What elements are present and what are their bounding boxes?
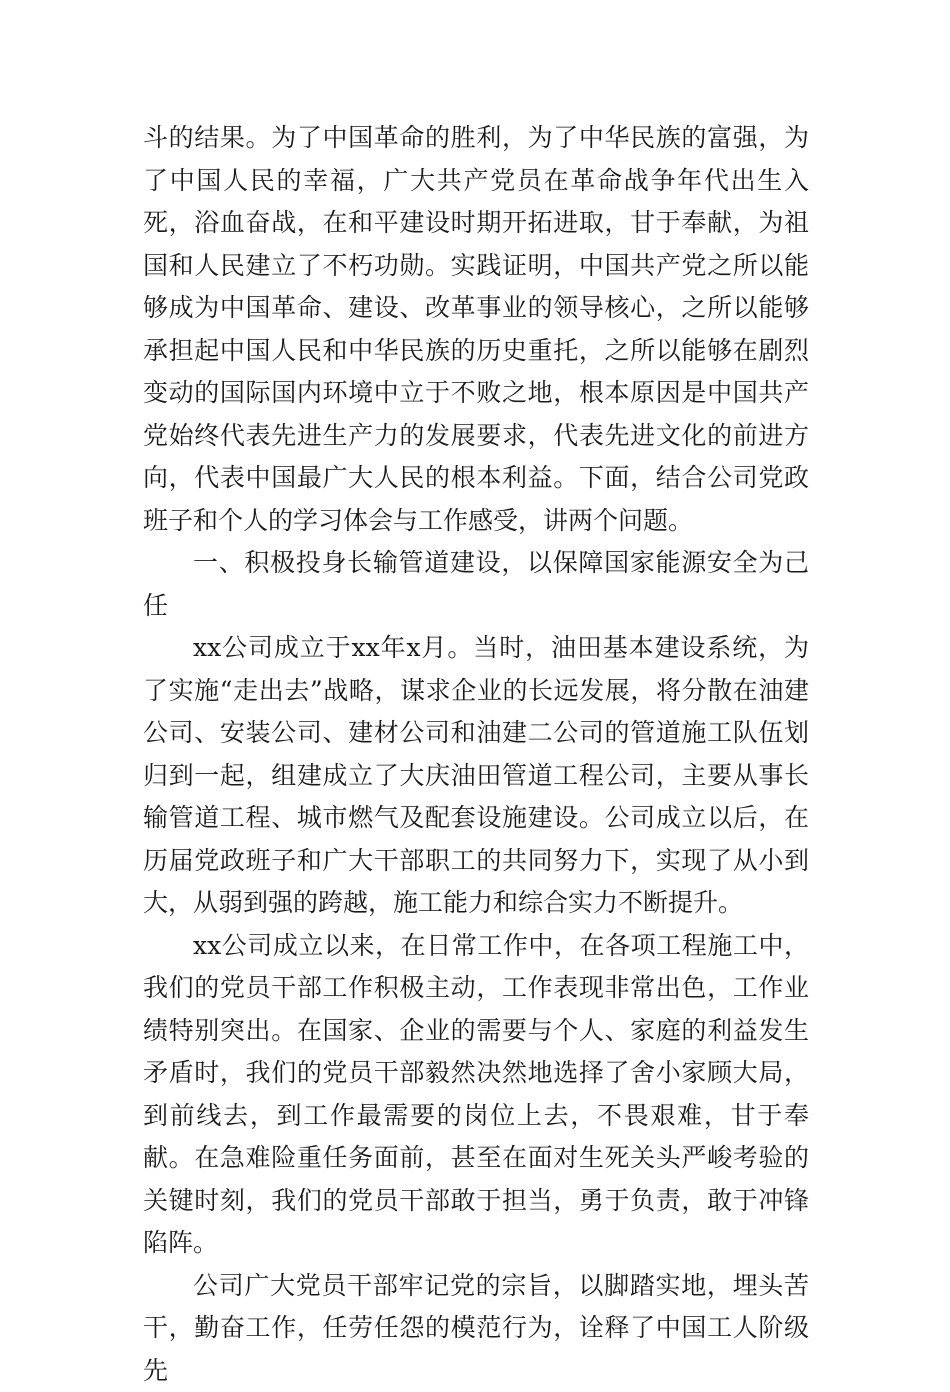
paragraph-continuation: 斗的结果。为了中国革命的胜利，为了中华民族的富强，为了中国人民的幸福，广大共产党员在革命战争年代出生入死，浴血奋战，在和平建设时期开拓进取，甘于奉献，为祖国和人民建立了不朽功勋。实践证明，中国共产党之所以能够成为中国革命、建设、改革事业的领导核心，之所以能够承担起中国人民和中华民族的历史重托，之所以能够在剧烈变动的国际国内环境中立于不败之地，根本原因是中国共产党始终代表先进生产力的发展要求，代表先进文化的前进方向，代表中国最广大人民的根本利益。下面，结合公司党政班子和个人的学习体会与工作感受，讲两个问题。 xyxy=(143,117,809,542)
paragraph-company-founding: xx公司成立于xx年x月。当时，油田基本建设系统，为了实施“走出去”战略，谋求企业的长远发展，将分散在油建公司、安装公司、建材公司和油建二公司的管道施工队伍划归到一起，组建成立了大庆油田管道工程公司，主要从事长输管道工程、城市燃气及配套设施建设。公司成立以后，在历届党政班子和广大干部职工的共同努力下，实现了从小到大，从弱到强的跨越，施工能力和综合实力不断提升。 xyxy=(143,627,809,925)
document-body xyxy=(143,117,809,1392)
section-heading: 一、积极投身长输管道建设，以保障国家能源安全为己任 xyxy=(143,542,809,627)
paragraph-party-purpose: 公司广大党员干部牢记党的宗旨，以脚踏实地，埋头苦干，勤奋工作，任劳任怨的模范行为，诠释了中国工人阶级先 xyxy=(143,1265,809,1392)
paragraph-party-members: xx公司成立以来，在日常工作中，在各项工程施工中，我们的党员干部工作积极主动，工作表现非常出色，工作业绩特别突出。在国家、企业的需要与个人、家庭的利益发生矛盾时，我们的党员干部毅然决然地选择了舍小家顾大局，到前线去，到工作最需要的岗位上去，不畏艰难，甘于奉献。在急难险重任务面前，甚至在面对生死关头严峻考验的关键时刻，我们的党员干部敢于担当，勇于负责，敢于冲锋陷阵。 xyxy=(143,925,809,1265)
